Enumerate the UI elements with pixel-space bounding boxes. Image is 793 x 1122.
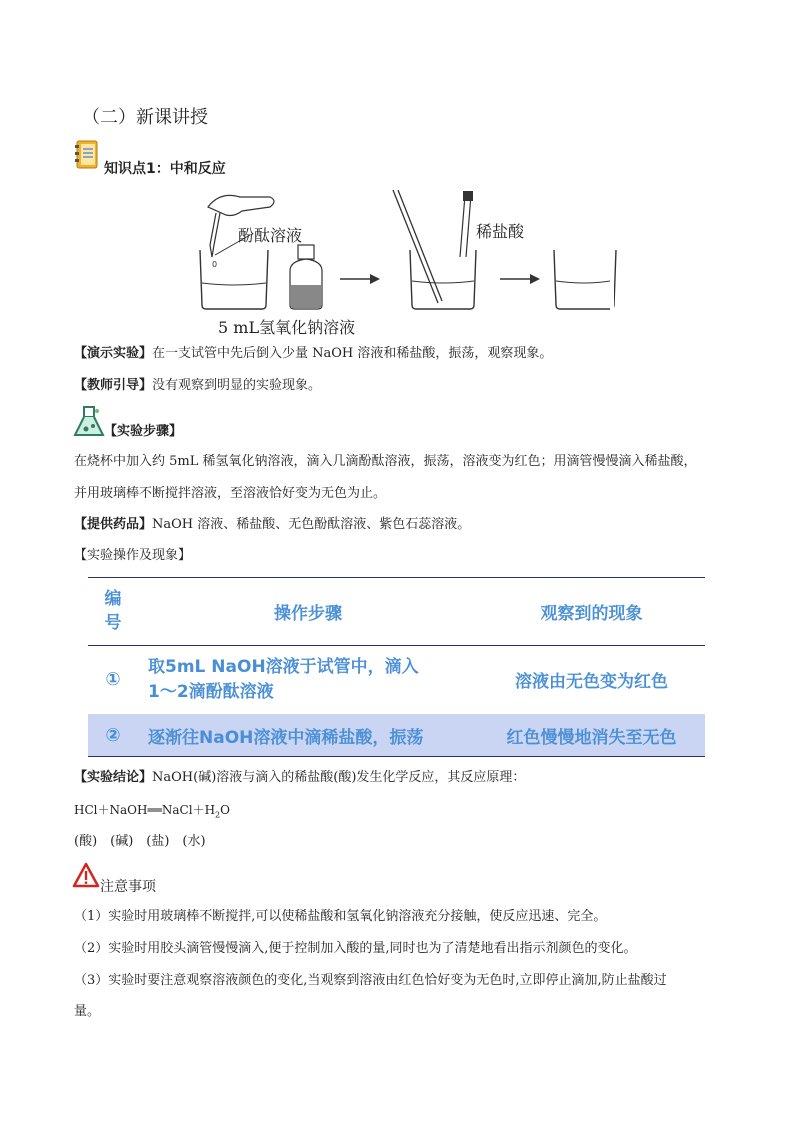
row1-step-line-1: 取5mL NaOH溶液于试管中，滴入 — [148, 656, 419, 677]
table-grid — [88, 577, 705, 756]
acid-label: 稀盐酸 — [476, 222, 525, 241]
steps-line-2: 并用玻璃棒不断搅拌溶液，至溶液恰好变为无色为止。 — [74, 486, 387, 501]
steps-tag: 【实验步骤】 — [104, 424, 183, 439]
table-header-row — [88, 577, 705, 645]
guide-tag: 【教师引导】 — [74, 378, 153, 393]
note-3-line-2: 量。 — [74, 1004, 101, 1019]
drugs-text: NaOH 溶液、稀盐酸、无色酚酞溶液、紫色石蕊溶液。 — [152, 517, 471, 532]
demo-text: 在一支试管中先后倒入少量 NaOH 溶液和稀盐酸，振荡，观察现象。 — [152, 346, 553, 361]
header-no-line-2: 号 — [104, 613, 122, 633]
beaker-3-right — [614, 250, 634, 310]
header-no — [88, 577, 138, 645]
reaction-equation — [74, 800, 230, 825]
demo-tag: 【演示实验】 — [74, 346, 153, 361]
experiment-figure — [190, 185, 610, 340]
guide-text: 没有观察到明显的实验现象。 — [152, 378, 322, 393]
indicator-label: 酚酞溶液 — [238, 226, 303, 245]
svg-text:0: 0 — [212, 260, 218, 269]
note-1: （1）实验时用玻璃棒不断搅拌,可以使稀盐酸和氢氧化钠溶液充分接触，使反应迅速、完全。 — [74, 909, 607, 924]
row2-step: 逐渐往NaOH溶液中滴稀盐酸，振荡 — [148, 727, 424, 748]
section-title: （二）新课讲授 — [82, 107, 208, 128]
row1-observation: 溶液由无色变为红色 — [515, 672, 668, 692]
row1-step-line-2: 1～2滴酚酞溶液 — [148, 681, 274, 702]
equation-subscript: 2 — [215, 810, 221, 820]
ops-title: 【实验操作及现象】 — [74, 548, 192, 563]
notebook-icon — [74, 140, 100, 170]
guide-paragraph — [74, 376, 321, 396]
row2-no: ② — [105, 724, 121, 746]
row1-step — [138, 645, 478, 714]
warning-icon — [72, 862, 100, 888]
equation-main: HCl＋NaOH══NaCl＋H — [74, 803, 216, 817]
knowledge-point-title: 知识点1：中和反应 — [104, 161, 226, 177]
conclusion-paragraph — [74, 768, 525, 788]
equation-end: O — [220, 803, 230, 817]
naoh-label: 5 mL氢氧化钠溶液 — [218, 318, 356, 337]
drugs-paragraph — [74, 515, 470, 535]
note-2: （2）实验时用胶头滴管慢慢滴入,便于控制加入酸的量,同时也为了清楚地看出指示剂颜色的变化。 — [74, 941, 637, 956]
conclusion-text: NaOH(碱)溶液与滴入的稀盐酸(酸)发生化学反应，其反应原理： — [152, 770, 526, 785]
header-observation: 观察到的现象 — [540, 603, 643, 624]
equation-labels: (酸) (碱) (盐) (水) — [74, 834, 206, 849]
demo-paragraph — [74, 344, 552, 364]
row2-observation: 红色慢慢地消失至无色 — [506, 727, 677, 748]
operations-table — [88, 577, 705, 757]
notes-title: 注意事项 — [100, 879, 156, 895]
table-bottom-rule — [88, 756, 705, 757]
conclusion-tag: 【实验结论】 — [74, 770, 153, 785]
header-no-line-1: 编 — [104, 589, 122, 609]
table-row — [88, 645, 705, 714]
header-step: 操作步骤 — [274, 603, 342, 624]
table-row — [88, 714, 705, 756]
flask-icon — [72, 405, 106, 439]
note-3-line-1: （3）实验时要注意观察溶液颜色的变化,当观察到溶液由红色恰好变为无色时,立即停止滴加,防止盐酸过 — [74, 973, 667, 988]
drugs-tag: 【提供药品】 — [74, 517, 153, 532]
row1-no: ① — [105, 669, 121, 690]
steps-line-1: 在烧杯中加入约 5mL 稀氢氧化钠溶液，滴入几滴酚酞溶液，振荡，溶液变为红色；用滴管慢慢滴入稀盐酸， — [74, 454, 697, 469]
